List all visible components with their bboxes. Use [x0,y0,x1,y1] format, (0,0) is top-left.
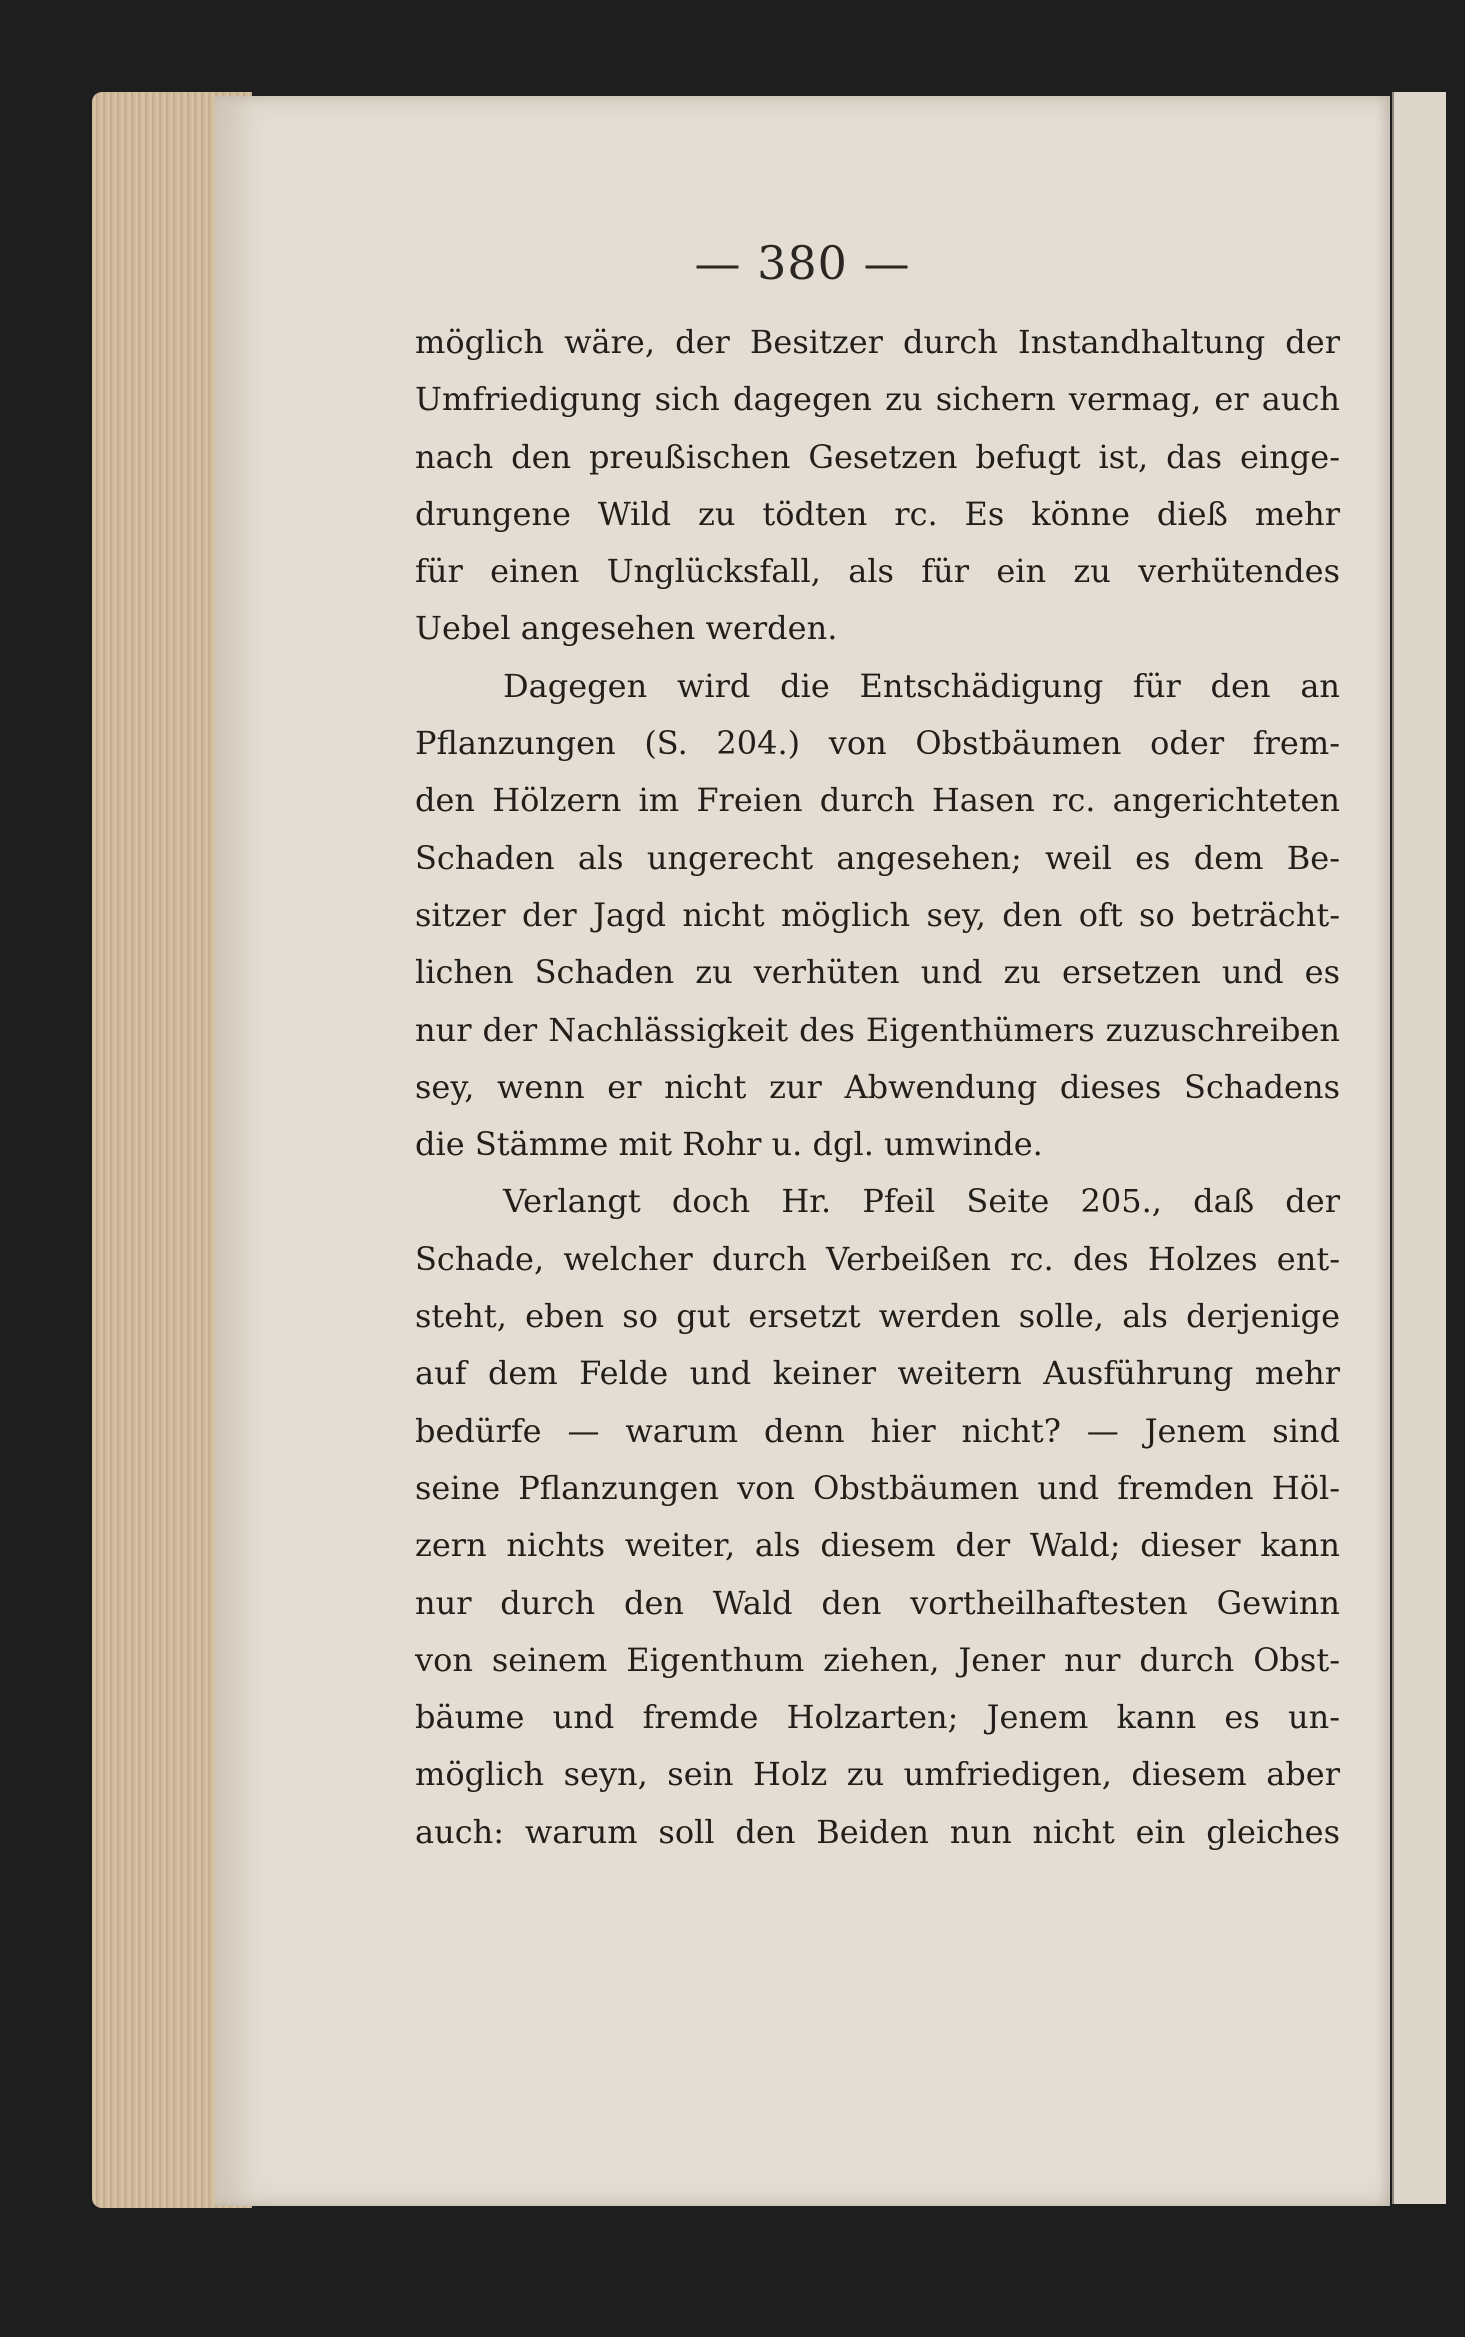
text-line: sitzer der Jagd nicht möglich sey, den oft so beträcht- [415,895,1340,934]
text-line: Verlangt doch Hr. Pfeil Seite 205., daß der [503,1182,1340,1221]
text-line: nur durch den Wald den vortheilhaftesten Gewinn [415,1583,1340,1622]
text-line: bedürfe — warum denn hier nicht? — Jenem sind [415,1411,1340,1450]
text-line: nach den preußischen Gesetzen befugt ist, das einge- [415,437,1340,476]
book-page [215,96,1390,2206]
facing-page-edge [1392,92,1446,2204]
text-line: auch: warum soll den Beiden nun nicht ein gleiches [415,1812,1340,1851]
text-line: Pflanzungen (S. 204.) von Obstbäumen oder frem- [415,724,1340,763]
text-line: seine Pflanzungen von Obstbäumen und fremden Höl- [415,1468,1340,1507]
text-line: steht, eben so gut ersetzt werden solle, als derjenige [415,1297,1340,1336]
text-line: zern nichts weiter, als diesem der Wald; dieser kann [415,1526,1340,1565]
text-line: drungene Wild zu tödten rc. Es könne dieß mehr [415,494,1340,533]
page-body-text [415,314,1340,1861]
text-line: auf dem Felde und keiner weitern Ausführung mehr [415,1354,1340,1393]
text-line: von seinem Eigenthum ziehen, Jener nur durch Obst- [415,1640,1340,1679]
text-line: bäume und fremde Holzarten; Jenem kann es un- [415,1698,1340,1737]
text-line: Dagegen wird die Entschädigung für den an [503,666,1340,705]
text-line: für einen Unglücksfall, als für ein zu verhütendes [415,552,1340,591]
text-line: nur der Nachlässigkeit des Eigenthümers zuzuschreiben [415,1010,1340,1049]
text-line: Umfriedigung sich dagegen zu sichern vermag, er auch [415,380,1340,419]
page-number: — 380 — [694,236,911,290]
text-line: sey, wenn er nicht zur Abwendung dieses Schadens [415,1067,1340,1106]
text-line: den Hölzern im Freien durch Hasen rc. angerichteten [415,781,1340,820]
text-line: Schaden als ungerecht angesehen; weil es dem Be- [415,838,1340,877]
text-line: lichen Schaden zu verhüten und zu ersetzen und es [415,953,1340,992]
text-line: die Stämme mit Rohr u. dgl. umwinde. [415,1125,1043,1164]
text-line: Uebel angesehen werden. [415,609,838,648]
text-line: Schade, welcher durch Verbeißen rc. des Holzes ent- [415,1239,1340,1278]
text-line: möglich wäre, der Besitzer durch Instandhaltung der [415,323,1340,361]
text-line: möglich seyn, sein Holz zu umfriedigen, diesem aber [415,1755,1340,1794]
